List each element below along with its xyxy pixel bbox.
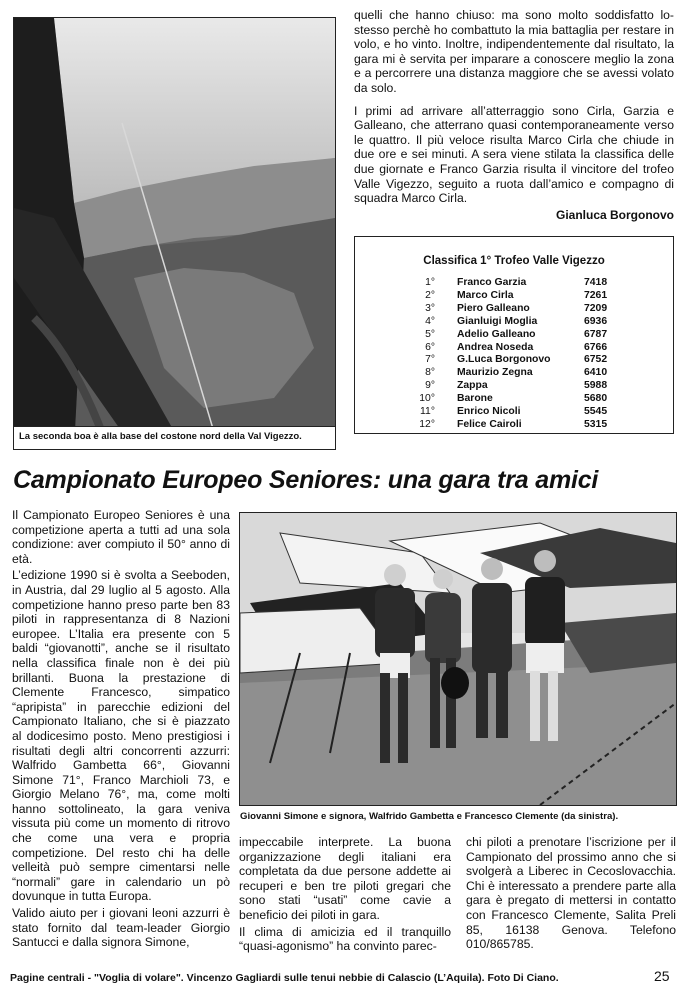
ranking-position: 7° (425, 354, 435, 366)
ranking-row (355, 290, 673, 303)
article-column-1 (12, 508, 230, 952)
ranking-row (355, 342, 673, 355)
column-2-paragraph: impeccabile interprete. La buona organizzazione degli italiani era completata da due persone addette ai recuperi e ben tre piloti gregari che sono stati “usati” come cavie a beneficio dei piloti in gara. (239, 835, 451, 922)
ranking-points: 7209 (584, 302, 608, 314)
ranking-points: 6410 (584, 367, 608, 379)
ranking-points: 5680 (584, 393, 608, 405)
article-top-paragraph: quelli che hanno chiuso: ma sono molto soddisfatto lo-stesso perchè ho combattuto la mia battaglia per restare in volo, e ho vinto. Inoltre, indipendentemente dal risultato, la gara mi è servita per imparare a conoscere meglio la zona e a percorrere una distanza maggiore che se avessi volato da solo. (354, 8, 674, 95)
ranking-pilot-name: Marco Cirla (457, 289, 514, 301)
ranking-row (355, 406, 673, 419)
page-number: 25 (654, 968, 670, 984)
ranking-points: 5988 (584, 380, 608, 392)
ranking-position: 6° (425, 341, 435, 353)
group-photo-caption: Giovanni Simone e signora, Walfrido Gambetta e Francesco Clemente (da sinistra). (240, 811, 619, 822)
ranking-row (355, 316, 673, 329)
ranking-points: 5315 (584, 418, 608, 430)
column-1-paragraph: L’edizione 1990 si è svolta a Seeboden, in Austria, dal 29 luglio al 5 agosto. Alla competizione hanno preso parte ben 83 piloti in rappresentanza di 8 Nazioni europee. L’Italia era presente con 5 baldi “giovanotti”, anche se il risultato nella classifica finale non è dei più brillanti. Buona la prestazione di Clemente Francesco, simpatico “apripista” in parecchie edizioni del Campionato Italiano, che si è piazzato al dodicesimo posto. Meno prestigiosi i risultati degli altri concorrenti azzurri: Walfrido Gambetta 66°, Giovanni Simone 71°, Franco Marchioli 73, e Giorgio Melano 76°, ma, come molti hanno sottolineato, la gara veniva vissuta più come un momento di ritrovo che come una vera e propria competizione. Del resto chi ha delle velleità può sempre cimentarsi nelle “normali” gare in calendario un pò dovunque in tutta Europa. (12, 568, 230, 904)
ranking-row (355, 277, 673, 290)
group-photo-image (240, 513, 676, 805)
ranking-pilot-name: Enrico Nicoli (457, 406, 521, 417)
column-2-paragraph: Il clima di amicizia ed il tranquillo “quasi-agonismo” ha convinto parec- (239, 924, 451, 954)
aerial-photo (13, 17, 336, 450)
group-photo (239, 512, 677, 806)
ranking-points: 5545 (584, 406, 608, 417)
article-headline: Campionato Europeo Seniores: una gara tra amici (13, 466, 599, 494)
ranking-row (355, 329, 673, 342)
ranking-pilot-name: Piero Galleano (457, 302, 530, 314)
column-1-paragraph: Il Campionato Europeo Seniores è una competizione aperta a tutti ad una sola condizione: aver compiuto il 50° anno di età. (12, 508, 230, 566)
ranking-position: 5° (425, 328, 435, 340)
ranking-row (355, 367, 673, 380)
ranking-pilot-name: Gianluigi Moglia (457, 315, 538, 327)
ranking-position: 4° (425, 315, 435, 327)
article-top-paragraph: I primi ad arrivare all’atterraggio sono Cirla, Garzia e Galleano, che atterrano quasi contemporaneamente verso le quattro. Il più veloce risulta Marco Cirla che chiude in due ore e sei minuti. A sera viene stilata la classifica delle due giornate e Franco Garzia risulta il vincitore del trofeo Valle Vigezzo, seguito a ruota dall’amico e compagno di squadra Marco Cirla. (354, 103, 674, 206)
ranking-pilot-name: Felice Cairoli (457, 418, 522, 430)
aerial-photo-caption: La seconda boa è alla base del costone nord della Val Vigezzo. (19, 431, 302, 442)
ranking-row (355, 303, 673, 316)
ranking-position: 10° (419, 393, 435, 405)
ranking-row (355, 419, 673, 432)
ranking-row (355, 380, 673, 393)
ranking-table (354, 236, 674, 434)
ranking-position: 12° (419, 418, 435, 430)
ranking-pilot-name: Franco Garzia (457, 277, 527, 288)
article-column-3 (466, 835, 676, 954)
page-footer-credit: Pagine centrali - "Voglia di volare". Vincenzo Gagliardi sulle tenui nebbie di Calascio (L’Aquila). Foto Di Ciano. (10, 972, 559, 984)
ranking-pilot-name: Andrea Noseda (457, 341, 534, 353)
ranking-position: 2° (425, 289, 435, 301)
ranking-pilot-name: Barone (457, 393, 493, 405)
ranking-position: 11° (420, 406, 435, 417)
ranking-position: 8° (425, 367, 435, 379)
column-3-paragraph: chi piloti a prenotare l’iscrizione per il Campionato del prossimo anno che si svolgerà a Liberec in Cecoslovacchia. Chi è interessato a prendere parte alla gara è pregato di mettersi in contatto con Francesco Clemente, Salita Preli 85, 16138 Genova. Telefono 010/865785. (466, 835, 676, 952)
ranking-pilot-name: G.Luca Borgonovo (457, 354, 551, 366)
ranking-pilot-name: Adelio Galleano (457, 328, 536, 340)
ranking-points: 6752 (584, 354, 608, 366)
ranking-points: 7418 (584, 277, 608, 288)
ranking-position: 3° (425, 302, 435, 314)
ranking-row (355, 393, 673, 406)
article-top-text (354, 8, 674, 222)
ranking-points: 7261 (584, 289, 608, 301)
ranking-row (355, 354, 673, 367)
aerial-photo-image (14, 18, 335, 449)
article-column-2 (239, 835, 451, 956)
column-1-paragraph: Valido aiuto per i giovani leoni azzurri è stato fornito dal team-leader Giorgio Santucci e dalla signora Simone, (12, 906, 230, 950)
ranking-points: 6766 (584, 341, 608, 353)
ranking-points: 6936 (584, 315, 608, 327)
ranking-points: 6787 (584, 328, 608, 340)
ranking-pilot-name: Maurizio Zegna (457, 367, 533, 379)
author-signature: Gianluca Borgonovo (555, 207, 674, 222)
ranking-pilot-name: Zappa (457, 380, 488, 392)
ranking-position: 1° (425, 277, 435, 288)
ranking-title: Classifica 1° Trofeo Valle Vigezzo (423, 255, 605, 267)
ranking-position: 9° (425, 380, 435, 392)
